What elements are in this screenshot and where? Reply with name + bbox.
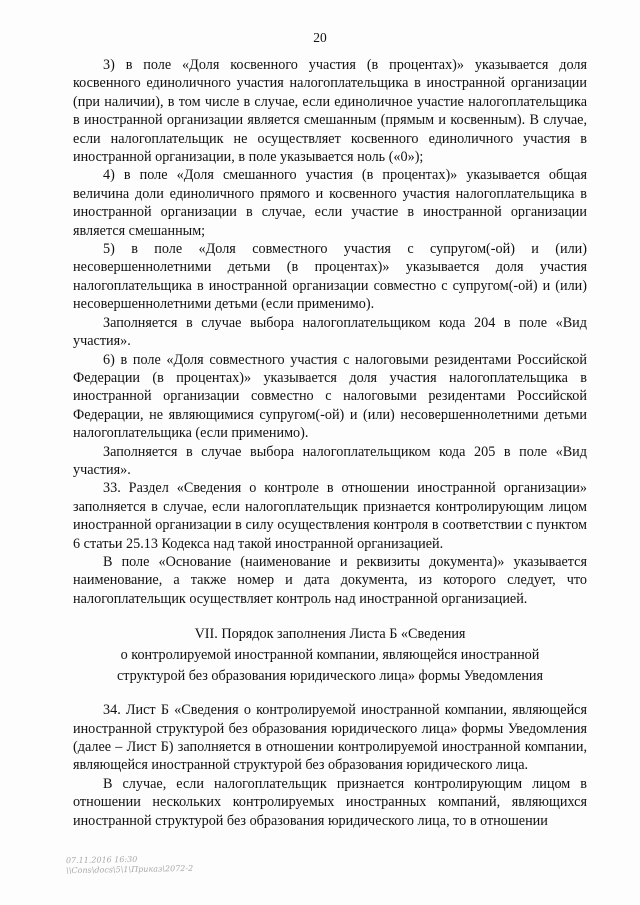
paragraph-item-3: 3) в поле «Доля косвенного участия (в процентах)» указывается доля косвенного единоличного участия налогоплательщика в иностранной организации (при наличии), в том числе в случае, если единоличное участие налогоплательщика в иностранной организации является смешанным (прямым и косвенным). В случае, если налогоплательщик не осуществляет косвенного единоличного участия в иностранной организации, в поле указывается ноль («0»); [73,57,587,166]
paragraph-item-5: 5) в поле «Доля совместного участия с супругом(-ой) и (или) несовершеннолетними детьми (в процентах)» указывается доля участия налогоплательщика в иностранной организации совместно с супругом(-ой) и (или) несовершеннолетними детьми (если применимо). [73,241,587,313]
paragraph-multiple-companies: В случае, если налогоплательщик признается контролирующим лицом в отношении нескольких контролируемых иностранных компаний, являющихся иностранной структурой без образования юридического лица, то в отношении [73,775,587,829]
paragraph-33: 33. Раздел «Сведения о контроле в отношении иностранной организации» заполняется в случае, если налогоплательщик признается контролирующим лицом иностранной организации в силу осуществления контроля в соответствии с пунктом 6 статьи 25.13 Кодекса над такой иностранной организацией. [73,480,587,552]
footer-timestamp: 07.11.2016 16:30 [65,854,138,866]
paragraph-note-code-204: Заполняется в случае выбора налогоплательщиком кода 204 в поле «Вид участия». [73,314,587,350]
paragraph-item-4: 4) в поле «Доля смешанного участия (в процентах)» указывается общая величина доли единоличного прямого и косвенного участия налогоплательщика в иностранной организации в случае, если участие в иностранной организации является смешанным; [73,167,587,239]
section-heading [73,624,587,687]
section-heading-line-3: структурой без образования юридического лица» формы Уведомления [116,668,544,685]
footer-file-path: \\Cons\docs\5\1\Приказ\2072-2 [66,863,194,876]
document-body [73,56,587,830]
section-heading-line-1: VII. Порядок заполнения Листа Б «Сведения [194,626,466,643]
section-heading-line-2: о контролируемой иностранной компании, являющейся иностранной [120,647,540,664]
paragraph-note-code-205: Заполняется в случае выбора налогоплательщиком кода 205 в поле «Вид участия». [73,443,587,478]
paragraph-item-6: 6) в поле «Доля совместного участия с налоговыми резидентами Российской Федерации (в процентах)» указывается доля участия налогоплательщика в иностранной организации совместно с налоговыми резидентами Российской Федерации, не являющимися супругом(-ой) и (или) несовершеннолетними детьми налогоплательщика (если применимо). [73,351,587,442]
paragraph-basis-field: В поле «Основание (наименование и реквизиты документа)» указывается наименование, а также номер и дата документа, из которого следует, что налогоплательщик осуществляет контроль над иностранной организацией. [73,553,587,607]
page-number: 20 [313,30,327,45]
paragraph-34: 34. Лист Б «Сведения о контролируемой иностранной компании, являющейся иностранной структурой без образования юридического лица» формы Уведомления (далее – Лист Б) заполняется в отношении контролируемой иностранной компании, являющейся иностранной структурой без образования юридического лица. [73,702,587,774]
footer-stamp [66,854,193,876]
